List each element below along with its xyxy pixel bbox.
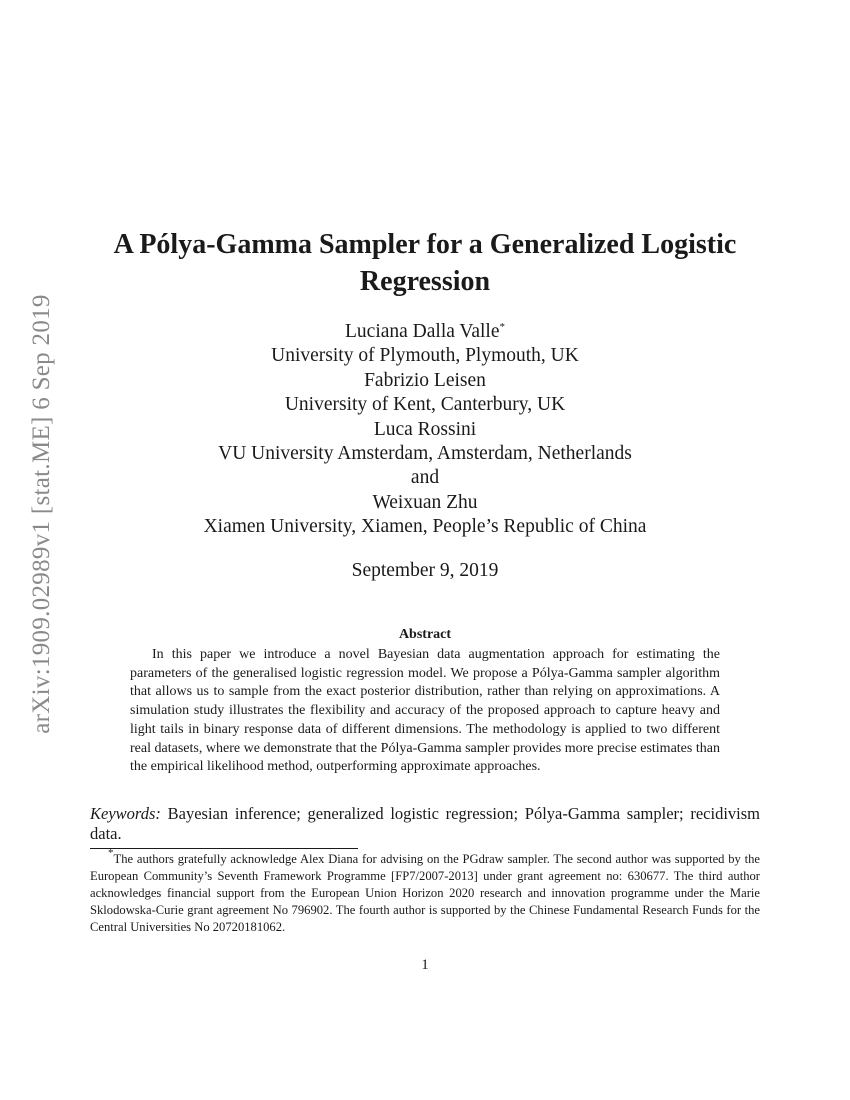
author-block [90, 320, 760, 540]
footnote [90, 847, 760, 936]
keywords-text: Bayesian inference; generalized logistic regression; Pólya-Gamma sampler; recidivism data. [90, 804, 761, 843]
author-name: Luciana Dalla Valle* [345, 321, 505, 342]
footnote-separator [90, 848, 358, 849]
publication-date: September 9, 2019 [351, 560, 499, 581]
author-conjunction: and [410, 467, 440, 489]
footnote-marker: * [499, 321, 505, 333]
author-name: Luca Rossini [373, 418, 477, 440]
author-affiliation: University of Kent, Canterbury, UK [284, 394, 566, 416]
author-affiliation: University of Plymouth, Plymouth, UK [271, 345, 579, 367]
paper-title: A Pólya-Gamma Sampler for a Generalized Logistic Regression [113, 229, 737, 297]
author-affiliation: VU University Amsterdam, Amsterdam, Netherlands [218, 443, 632, 465]
author-name: Fabrizio Leisen [364, 369, 486, 391]
page-number: 1 [421, 957, 429, 973]
author-name: Weixuan Zhu [372, 491, 478, 513]
footnote-marker: * [108, 847, 114, 859]
footnote-text: The authors gratefully acknowledge Alex Diana for advising on the PGdraw sampler. The second author was supported by the European Community’s Seventh Framework Programme [FP7/2007-2013] under grant agreement no: 630677. The third author acknowledges financial support from the European Union Horizon 2020 research and innovation programme under the Marie Sklodowska-Curie grant agreement No 796902. The fourth author is supported by the Chinese Fundamental Research Funds for the Central Universities No 20720181062. [90, 852, 760, 934]
arxiv-identifier-stamp: arXiv:1909.02989v1 [stat.ME] 6 Sep 2019 [28, 294, 55, 734]
abstract-heading: Abstract [398, 627, 452, 642]
author-affiliation: Xiamen University, Xiamen, People’s Republic of China [203, 516, 647, 538]
abstract-body: In this paper we introduce a novel Bayesian data augmentation approach for estimating the parameters of the generalised logistic regression model. We propose a Pólya-Gamma sampler algorithm that allows us to sample from the exact posterior distribution, rather than relying on approximations. A simulation study illustrates the flexibility and accuracy of the proposed approach to capture heavy and light tails in binary response data of different dimensions. The methodology is applied to two different real datasets, where we demonstrate that the Pólya-Gamma sampler provides more precise estimates than the empirical likelihood method, outperforming approximate approaches. [130, 647, 720, 775]
keywords-label: Keywords: [90, 804, 161, 823]
keywords-line [90, 804, 760, 844]
